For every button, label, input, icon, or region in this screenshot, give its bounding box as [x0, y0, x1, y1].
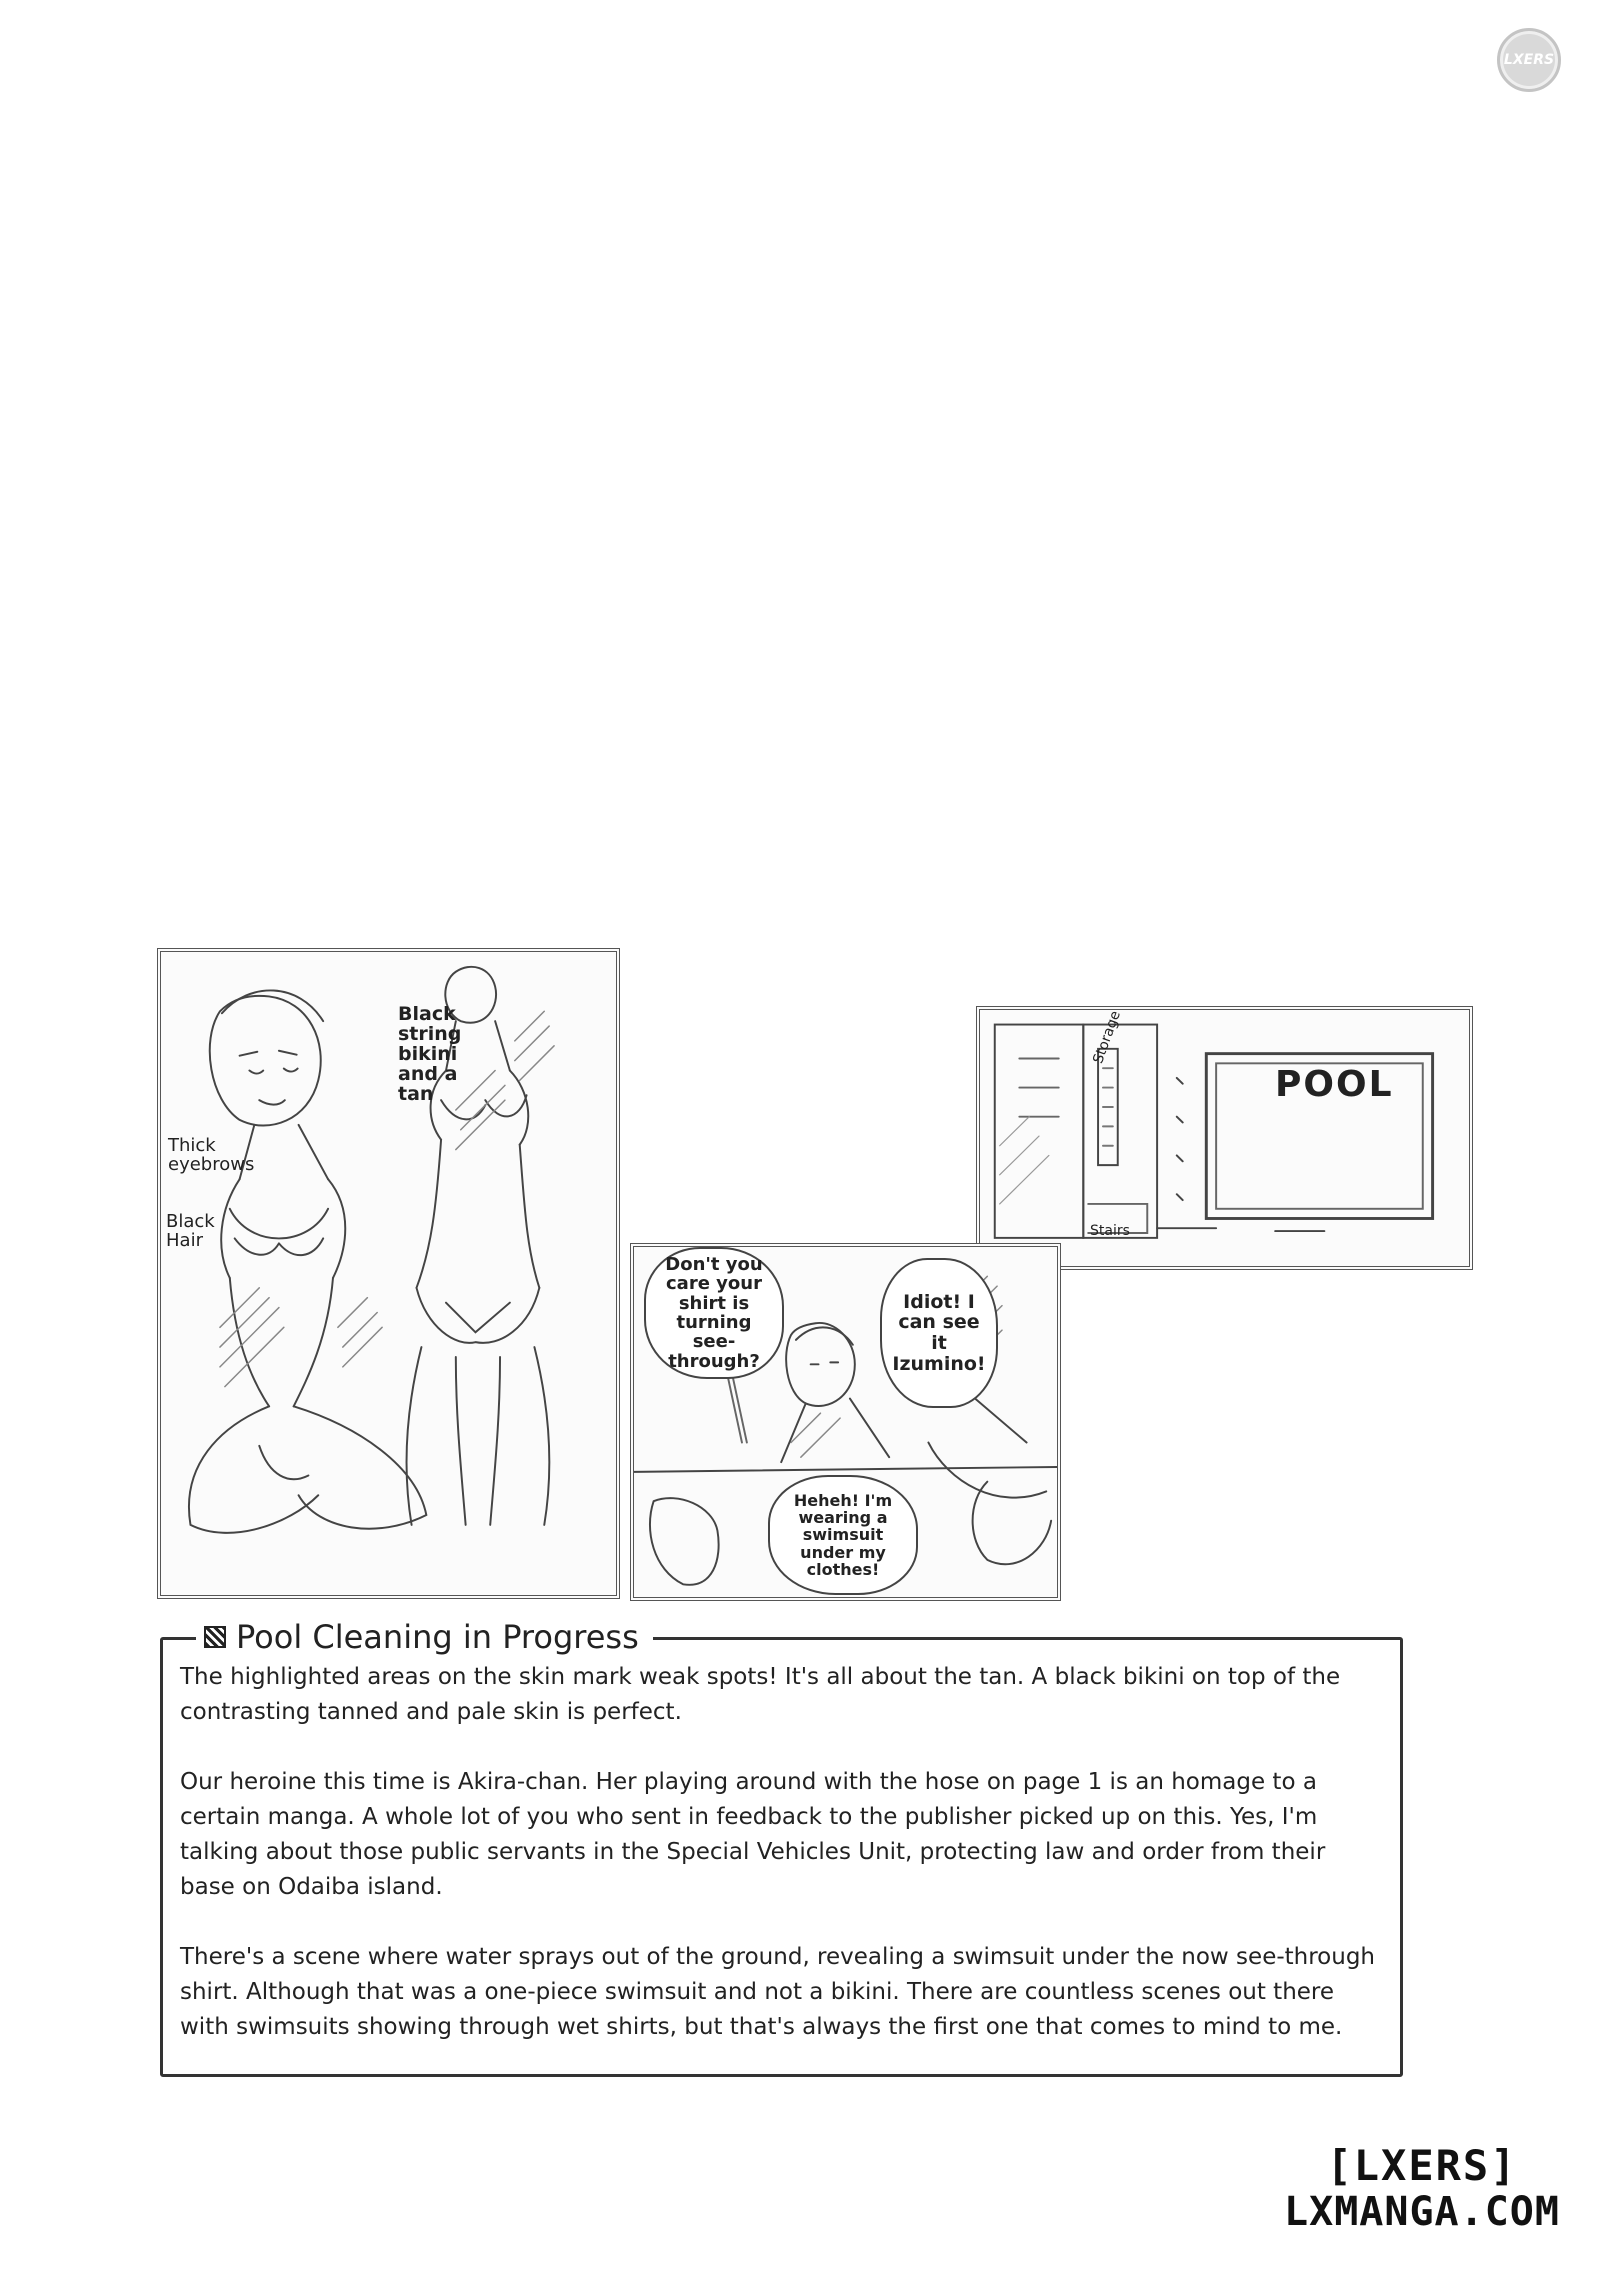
site-logo-line2: LXMANGA.COM [1284, 2189, 1560, 2235]
commentary-paragraph: Our heroine this time is Akira-chan. Her playing around with the hose on page 1 is an homage to a certain manga. A whole lot of you who sent in feedback to the publisher picked up on this. Yes, I'm talking about those public servants in the Special Vehicles Unit, protecting law and order from their base on Odaiba island. [180, 1769, 1326, 1900]
speech-bubble-heheh: Heheh! I'm wearing a swimsuit under my clothes! [768, 1475, 918, 1595]
site-logo [1264, 2143, 1580, 2235]
label-storage: Storage [1090, 1008, 1124, 1066]
note-black-string-bikini: Black string bikini and a tan [398, 1003, 462, 1105]
label-stairs: Stairs [1090, 1223, 1130, 1239]
note-black-hair: Black Hair [166, 1211, 215, 1251]
character-sketch-drawing [161, 952, 616, 1595]
speech-bubble-idiot: Idiot! I can see it Izumino! [880, 1258, 998, 1408]
site-logo-line1: [LXERS] [1326, 2141, 1518, 2190]
character-sketch-frame [157, 948, 620, 1599]
commentary-paragraph: There's a scene where water sprays out of the ground, revealing a swimsuit under the now see-through shirt. Although that was a one-piece swimsuit and not a bikini. There are countless scenes out there with swimsuits showing through wet shirts, but that's always the first one that comes to mind to me. [180, 1944, 1376, 2040]
speech-bubble-dont-you-care: Don't you care your shirt is turning see-through? [644, 1247, 784, 1379]
commentary-title-text: Pool Cleaning in Progress [236, 1618, 639, 1656]
watermark-badge: LXERS [1497, 28, 1561, 92]
floor-plan-drawing [980, 1010, 1469, 1266]
commentary-text [180, 1660, 1380, 2045]
commentary-title [196, 1616, 653, 1658]
note-thick-eyebrows: Thick eyebrows [168, 1135, 255, 1175]
label-pool: POOL [1275, 1064, 1394, 1105]
floor-plan-frame [976, 1006, 1473, 1270]
hatched-square-icon [204, 1626, 226, 1648]
commentary-paragraph: The highlighted areas on the skin mark weak spots! It's all about the tan. A black bikini on top of the contrasting tanned and pale skin is perfect. [180, 1664, 1341, 1725]
